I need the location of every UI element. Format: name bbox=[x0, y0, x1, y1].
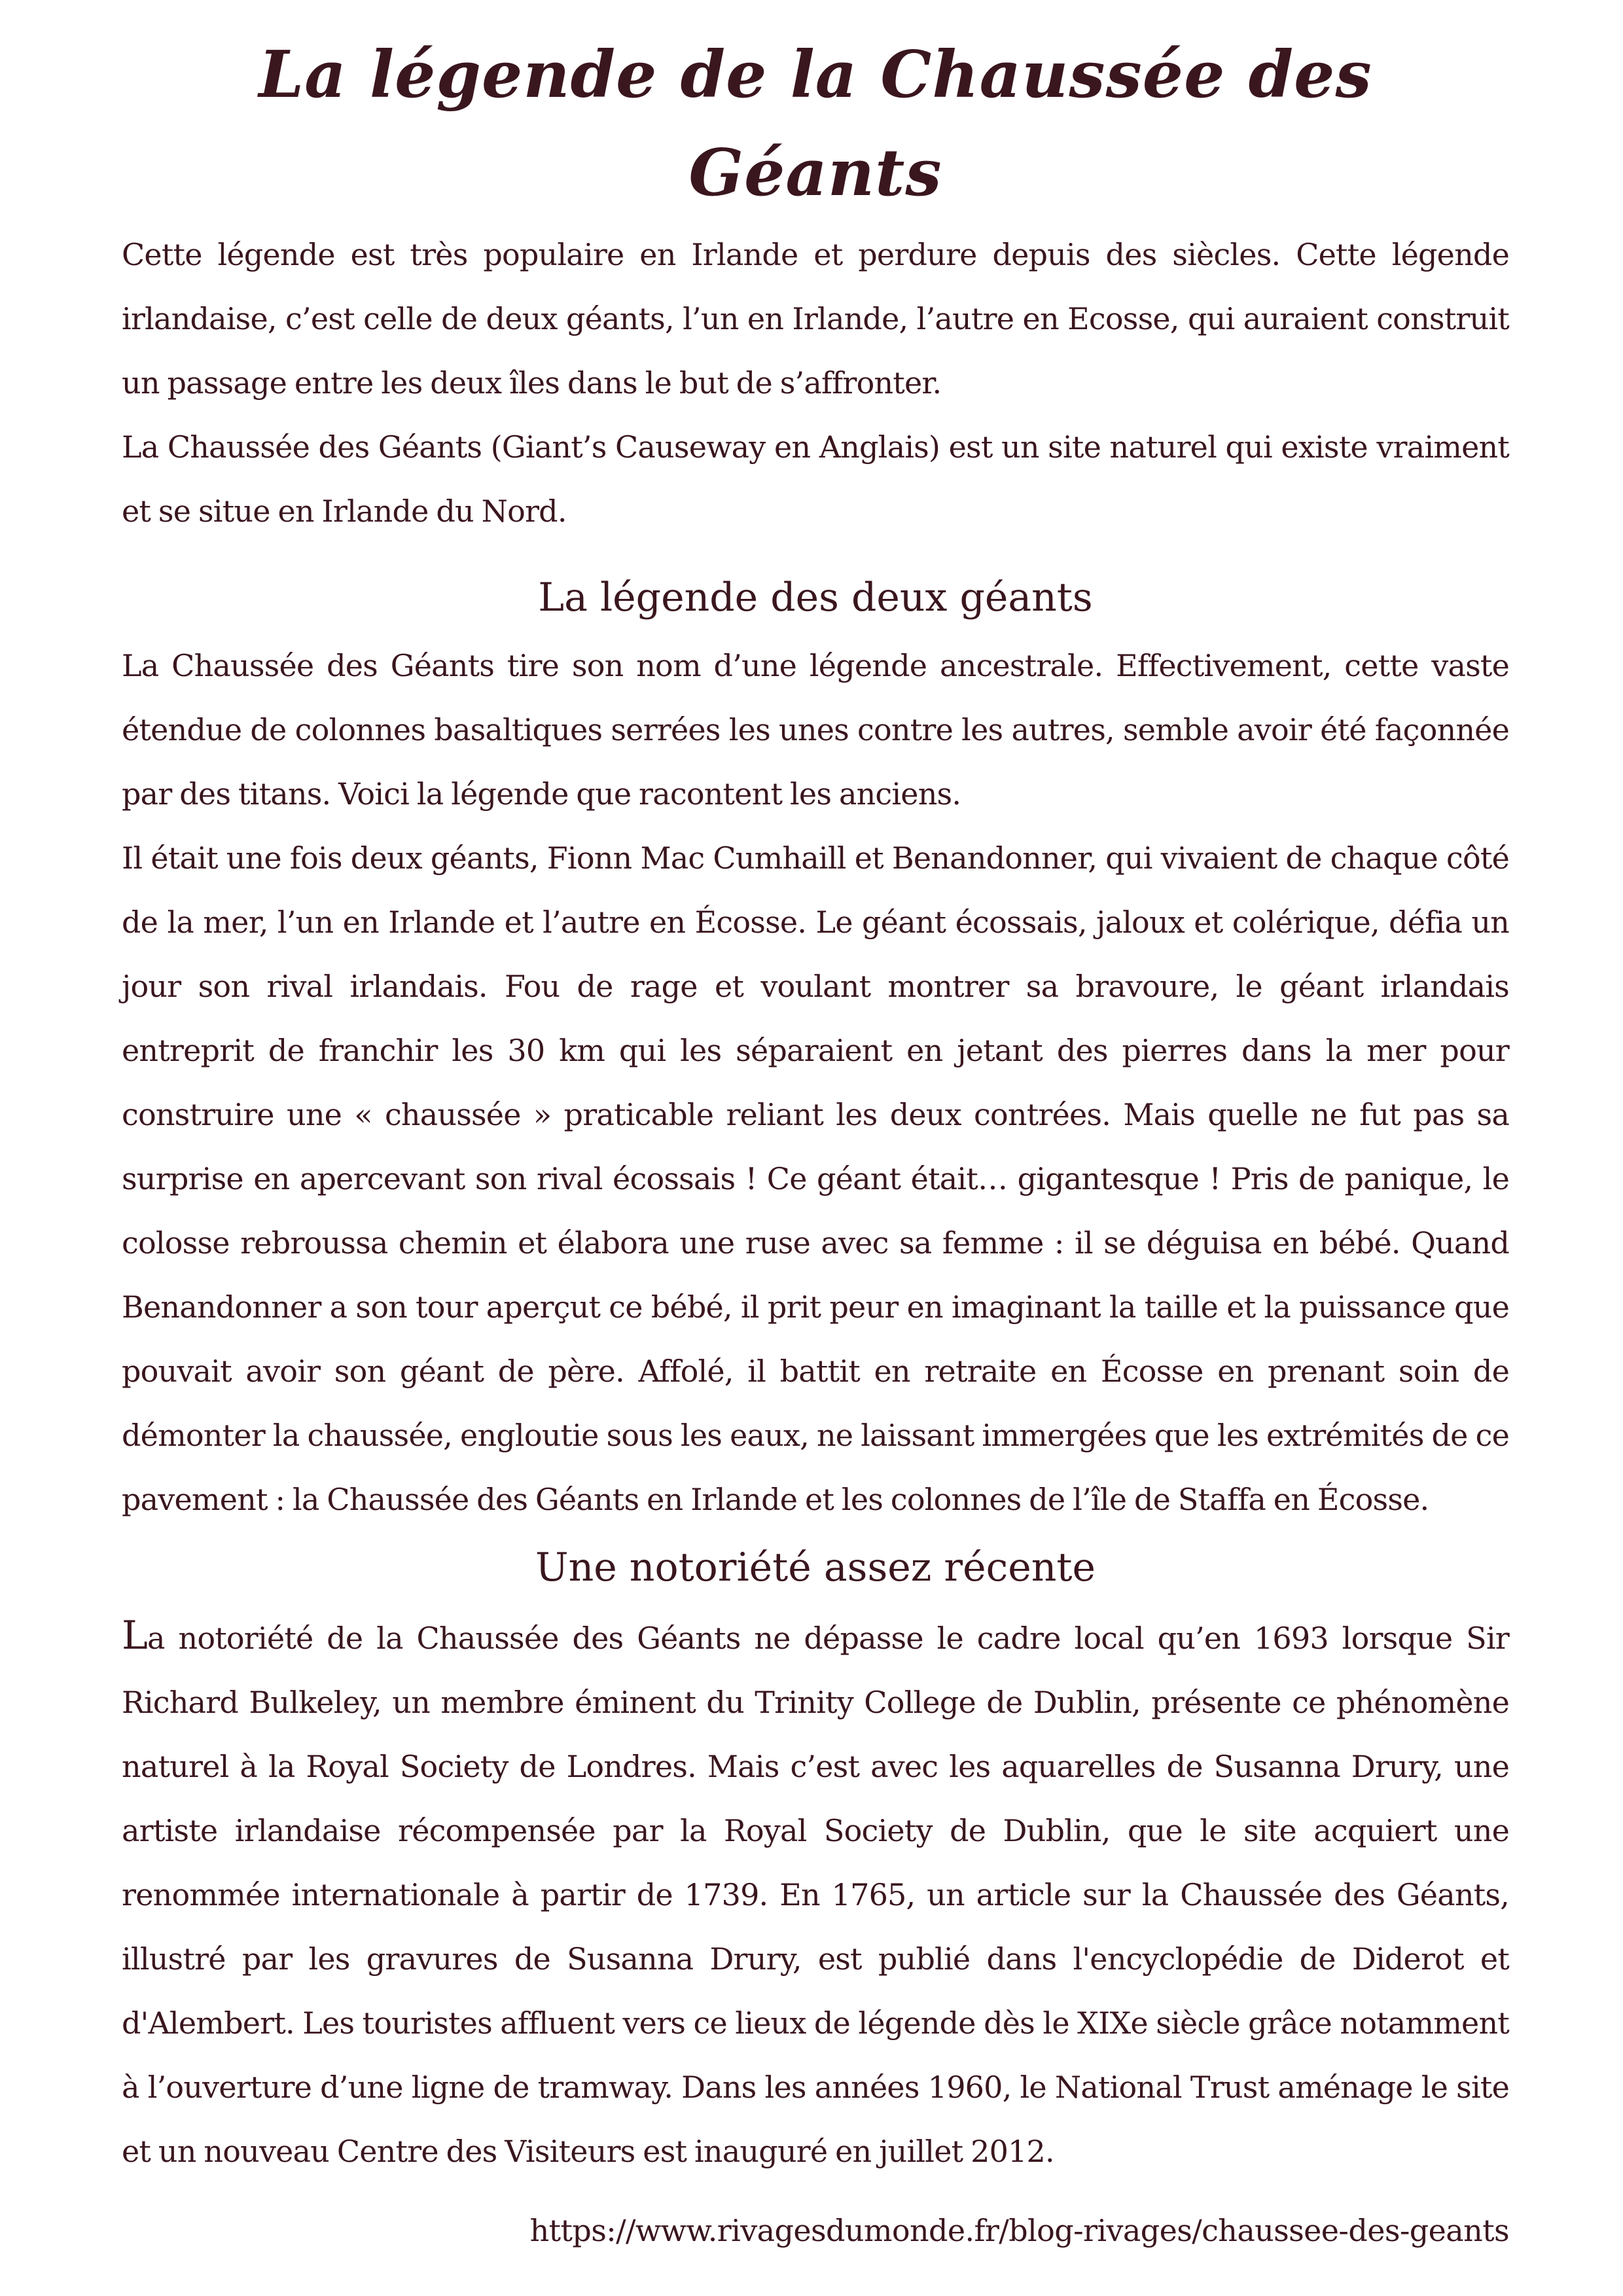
intro-section bbox=[122, 223, 1509, 543]
legende-paragraph-1: La Chaussée des Géants tire son nom d’une légende ancestrale. Effectivement, cette vaste étendue de colonnes basaltiques serrées les unes contre les autres, semble avoir été façonnée par des titans. Voici la légende que racontent les anciens. bbox=[122, 648, 1509, 812]
page-title: La légende de la Chaussée des Géants bbox=[259, 37, 1372, 211]
document-page bbox=[122, 26, 1509, 2183]
section-heading-legende: La légende des deux géants bbox=[538, 575, 1093, 620]
notoriete-section bbox=[122, 1604, 1509, 2183]
legende-section bbox=[122, 634, 1509, 1532]
notoriete-paragraph-1: La notoriété de la Chaussée des Géants ne dépasse le cadre local qu’en 1693 lorsque Sir Richard Bulkeley, un membre éminent du Trinity College de Dublin, présente ce phénomène naturel à la Royal Society de Londres. Mais c’est avec les aquarelles de Susanna Drury, une artiste irlandaise récompensée par la Royal Society de Dublin, que le site acquiert une renommée internationale à partir de 1739. En 1765, un article sur la Chaussée des Géants, illustré par les gravures de Susanna Drury, est publié dans l'encyclopédie de Diderot et d'Alembert. Les touristes affluent vers ce lieux de légende dès le XIXe siècle grâce notamment à l’ouverture d’une ligne de tramway. Dans les années 1960, le National Trust aménage le site et un nouveau Centre des Visiteurs est inauguré en juillet 2012. bbox=[122, 1613, 1509, 2169]
legende-paragraph-2: Il était une fois deux géants, Fionn Mac Cumhaill et Benandonner, qui vivaient de chaque côté de la mer, l’un en Irlande et l’autre en Écosse. Le géant écossais, jaloux et colérique, défia un jour son rival irlandais. Fou de rage et voulant montrer sa bravoure, le géant irlandais entreprit de franchir les 30 km qui les séparaient en jetant des pierres dans la mer pour construire une « chaussée » praticable reliant les deux contrées. Mais quelle ne fut pas sa surprise en apercevant son rival écossais ! Ce géant était… gigantesque ! Pris de panique, le colosse rebroussa chemin et élabora une ruse avec sa femme : il se déguisa en bébé. Quand Benandonner a son tour aperçut ce bébé, il prit peur en imaginant la taille et la puissance que pouvait avoir son géant de père. Affolé, il battit en retraite en Écosse en prenant soin de démonter la chaussée, engloutie sous les eaux, ne laissant immergées que les extrémités de ce pavement : la Chaussée des Géants en Irlande et les colonnes de l’île de Staffa en Écosse. bbox=[122, 840, 1509, 1517]
source-url: https://www.rivagesdumonde.fr/blog-rivages/chaussee-des-geants bbox=[529, 2213, 1509, 2248]
intro-paragraph-2: La Chaussée des Géants (Giant’s Causeway en Anglais) est un site naturel qui existe vraiment et se situe en Irlande du Nord. bbox=[122, 429, 1509, 529]
section-heading-notoriete: Une notoriété assez récente bbox=[535, 1545, 1096, 1590]
intro-paragraph-1: Cette légende est très populaire en Irlande et perdure depuis des siècles. Cette légende irlandaise, c’est celle de deux géants, l’un en Irlande, l’autre en Ecosse, qui auraient construit un passage entre les deux îles dans le but de s’affronter. bbox=[122, 237, 1509, 401]
